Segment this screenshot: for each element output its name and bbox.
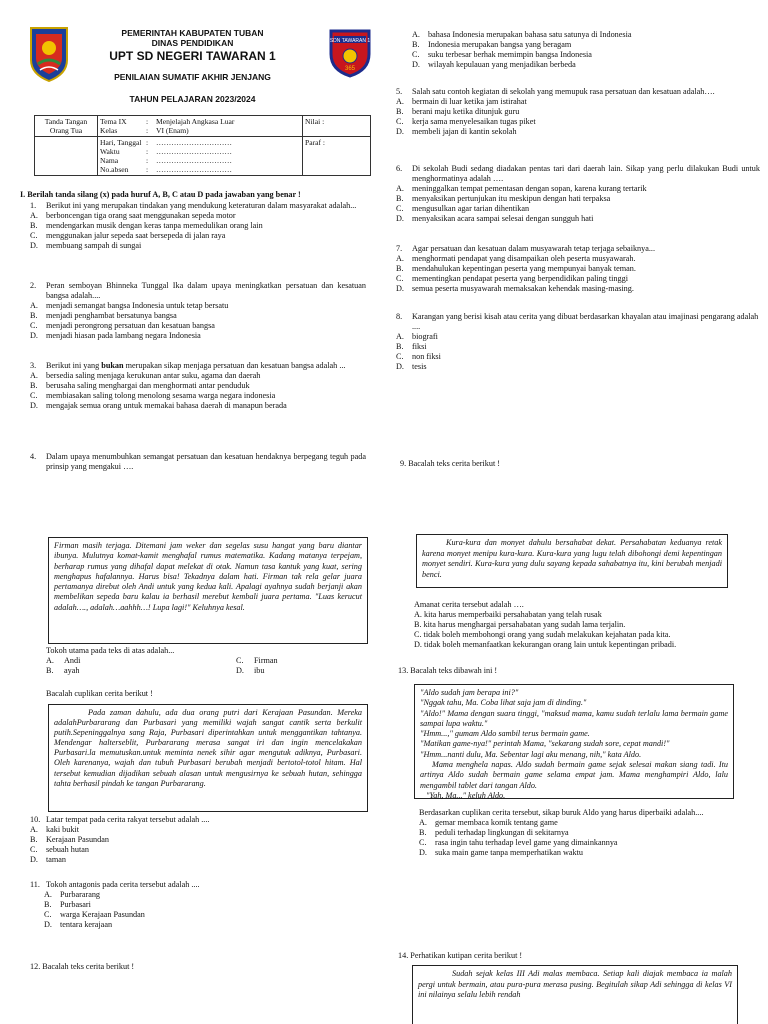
question-stem: Di sekolah Budi sedang diadakan pentas tari dari daerah lain. Sikap yang perlu dilakukan Budi untuk menghormatinya adalah …. [412, 164, 760, 183]
academic-year: TAHUN PELAJARAN 2023/2024 [129, 94, 256, 104]
question-6 [396, 164, 760, 224]
question-13b [419, 808, 764, 858]
option-letter: C. [236, 656, 244, 665]
option-text: menjadi perongrong persatuan dan kesatuan bangsa [46, 321, 215, 330]
option-text: menjadi hiasan pada lambang negara Indonesia [46, 331, 201, 340]
option-text: gemar membaca komik tentang game [435, 818, 558, 827]
parent-signature-label: Tanda Tangan Orang Tua [35, 116, 98, 137]
stem-emphasis: bukan [101, 361, 124, 370]
option-a[interactable] [396, 184, 760, 194]
option-letter: C. [396, 274, 404, 283]
story-firman [48, 537, 368, 644]
option-letter: B. [396, 264, 404, 273]
option-a[interactable] [30, 825, 366, 835]
option-a[interactable] [412, 30, 762, 40]
question-number: 5. [396, 87, 403, 96]
option-c[interactable] [236, 656, 366, 666]
option-text: menyaksikan pertunjukan itu meskipun dengan hati terpaksa [412, 194, 611, 203]
question-number: 1. [30, 201, 37, 210]
option-letter: A. [419, 818, 427, 827]
absence-number-label: No.absen [100, 165, 129, 174]
option-text: peduli terhadap lingkungan di sekitarnya [435, 828, 569, 837]
option-letter: D. [30, 241, 38, 250]
option-text: ayah [64, 666, 80, 675]
option-text: bersedia saling menjaga kerukunan antar suku, agama dan daerah [46, 371, 261, 380]
option-text: membuang sampah di sungai [46, 241, 142, 250]
option-letter: C. [412, 50, 420, 59]
question-number: 7. [396, 244, 403, 253]
dialog-line: "Matikan game-nya!" perintah Mama, "sekarang sudah sore, cepat mandi!" [420, 739, 670, 749]
option-letter: A. [30, 211, 38, 220]
question-stem: Dalam upaya menumbuhkan semangat persatuan dan kesatuan hendaknya berpegang teguh pada prinsip yang mengakui …. [46, 452, 366, 471]
story-adi [412, 965, 738, 1024]
option-d[interactable]: D. tidak boleh memanfaatkan kekurangan orang lain untuk kepentingan pribadi. [414, 640, 677, 649]
option-letter: B. [44, 900, 52, 909]
section-instruction: I. Berilah tanda silang (x) pada huruf A, B, C atau D pada jawaban yang benar ! [20, 190, 301, 199]
badge-number: 365 [344, 66, 356, 72]
option-letter: D. [396, 284, 404, 293]
dialog-line: "Aldo sudah jam berapa ini?" [420, 688, 519, 697]
option-c[interactable] [30, 321, 366, 331]
option-a[interactable] [30, 301, 366, 311]
option-letter: C. [30, 321, 38, 330]
option-letter: C. [30, 845, 38, 854]
question-stem: Tokoh utama pada teks di atas adalah... [46, 646, 175, 655]
option-letter: A. [396, 332, 404, 341]
dialog-line: "Nggak tahu, Ma. Coba lihat saja jam di dinding." [420, 698, 587, 708]
option-d[interactable] [44, 920, 366, 930]
option-text: ibu [254, 666, 265, 675]
option-text: tesis [412, 362, 427, 371]
question-number: 2. [30, 281, 37, 290]
excerpt-instruction: Bacalah cuplikan cerita berikut ! [46, 689, 153, 698]
question-4-options [412, 30, 762, 70]
option-text: menggunakan jalur sepeda saat bersepeda di jalan raya [46, 231, 226, 240]
score-field[interactable] [303, 116, 371, 137]
option-letter: A. [396, 97, 404, 106]
badge-text: SDN TAWARAN 1 [329, 38, 371, 44]
option-d[interactable] [412, 60, 762, 70]
question-4 [30, 452, 366, 472]
question-number: 8. [396, 312, 403, 321]
question-moral [414, 600, 764, 650]
absence-number-field[interactable]: ………………………… [156, 165, 232, 174]
parent-signature-field[interactable] [35, 137, 98, 176]
option-text: biografi [412, 332, 438, 341]
option-b[interactable] [30, 311, 366, 321]
stem-part: merupakan sikap menjaga persatuan dan kesatuan bangsa adalah ... [123, 361, 346, 370]
option-letter: B. [396, 194, 404, 203]
gov-header [95, 28, 290, 48]
option-text: mementingkan pendapat peserta yang berpendidikan paling tinggi [412, 274, 628, 283]
student-info-table [34, 115, 371, 176]
tuban-regency-logo [28, 26, 70, 82]
story-text: Firman masih terjaga. Ditemani jam weker dan segelas susu hangat yang baru diantar ibunya. Mulutnya komat-kamit menghafal rumus matematika. Kadang matanya terpejam, berharap rumus yang dihafal dapat melekat di otak. Namun tasa kantuk yang kuat, sering menghapus hafalannya. Harus bisa! Tekadnya dalam hati. Firman tak rela gelar juara pertamanya direbut oleh Andi untuk yang kedua kali. Apalagi ayahnya sudah berjanji akan membelikan sepeda baru kalau ia berhasil merebut kembali juara pertama. "Luas kerucut adalah…., adalah…aahhh…! Lupa lagi!" Keluhnya kesal. [54, 541, 362, 612]
option-c[interactable] [396, 204, 760, 214]
colon: : [146, 126, 149, 135]
option-text: warga Kerajaan Pasundan [60, 910, 145, 919]
option-letter: A. [396, 254, 404, 263]
dialog-line: "Hmm...nanti dulu, Ma. Sebentar lagi aku menang, nih," kata Aldo. [420, 749, 642, 759]
option-text: menyaksikan acara sampai selesai dengan sungguh hati [412, 214, 594, 223]
option-b[interactable] [412, 40, 762, 50]
option-text: menjadi penghambat bersatunya bangsa [46, 311, 177, 320]
option-text: sebuah hutan [46, 845, 89, 854]
option-letter: B. [412, 40, 420, 49]
option-letter: A. [46, 656, 54, 665]
option-a[interactable] [396, 97, 760, 107]
question-stem: Tokoh antagonis pada cerita tersebut adalah .... [46, 880, 200, 889]
option-d[interactable] [396, 127, 760, 137]
option-letter: C. [30, 391, 38, 400]
initial-field[interactable] [303, 137, 371, 176]
date-field[interactable]: ………………………… [156, 138, 232, 147]
option-letter: C. [396, 204, 404, 213]
question-main-character [46, 646, 366, 676]
option-d[interactable] [30, 401, 366, 411]
option-letter: B. [30, 311, 38, 320]
time-field[interactable]: ………………………… [156, 147, 232, 156]
option-b[interactable] [30, 221, 366, 231]
option-letter: D. [30, 331, 38, 340]
option-text: Indonesia merupakan bangsa yang beragam [428, 40, 572, 49]
school-badge-logo [328, 28, 372, 78]
story-kura-kura [416, 534, 728, 588]
option-letter: A. [44, 890, 52, 899]
option-text: Purbasari [60, 900, 91, 909]
option-b[interactable] [419, 828, 764, 838]
option-text: membeli jajan di kantin sekolah [412, 127, 517, 136]
option-b[interactable] [30, 381, 366, 391]
question-number: 10. [30, 815, 41, 824]
option-text: mendahulukan kepentingan peserta yang mempunyai banyak teman. [412, 264, 636, 273]
option-letter: A. [396, 184, 404, 193]
question-number: 4. [30, 452, 37, 461]
option-text: menjadi semangat bangsa Indonesia untuk tetap bersatu [46, 301, 229, 310]
option-c[interactable]: C. tidak boleh membohongi orang yang sudah melakukan kejahatan pada kita. [414, 630, 671, 639]
initial-label: Paraf : [305, 138, 326, 147]
question-14-label: 14. Perhatikan kutipan cerita berikut ! [398, 951, 523, 960]
option-d[interactable] [396, 214, 760, 224]
dialog-line: "Aldo!" Mama dengan suara tinggi, "maksud mama, kamu sudah terlalu lama bermain game sampai lupa waktu." [420, 708, 728, 728]
question-10 [30, 815, 366, 865]
option-text: taman [46, 855, 67, 864]
option-text: mendengarkan musik dengan keras tanpa memedulikan orang lain [46, 221, 263, 230]
theme-label: Tema IX [100, 117, 127, 126]
question-stem: Berikut ini yang merupakan tindakan yang mendukung keteraturan dalam masyarakat adalah... [46, 201, 357, 210]
score-label: Nilai : [305, 117, 325, 126]
question-number: 11. [30, 880, 40, 889]
option-c[interactable] [396, 274, 760, 284]
option-a[interactable] [44, 890, 366, 900]
option-a[interactable]: A. kita harus memperbaiki persahabatan yang telah rusak [414, 610, 602, 619]
option-text: mengajak semua orang untuk memakai bahasa daerah di manapun berada [46, 401, 287, 410]
option-text: menghormati pendapat yang disampaikan oleh peserta musyawarah. [412, 254, 636, 263]
option-letter: A. [30, 371, 38, 380]
option-text: meninggalkan tempat pementasan dengan sopan, karena kurang tertarik [412, 184, 647, 193]
story-text: Kura-kura dan monyet dahulu bersahabat dekat. Persahabatan keduanya retak karena monyet menipu kura-kura. Kura-kura yang lugu telah dibohongi demi kepentingan monyet sendiri. Kura-kura yang dulu sayang kepada sahabatnya itu, kini berubah menjadi benci. [422, 538, 722, 579]
option-a[interactable] [46, 656, 236, 666]
option-d[interactable] [30, 331, 366, 341]
question-13-label: 13. Bacalah teks dibawah ini ! [398, 666, 498, 675]
option-letter: A. [30, 825, 38, 834]
option-letter: D. [396, 214, 404, 223]
class-label: Kelas [100, 126, 118, 135]
option-text: non fiksi [412, 352, 441, 361]
option-letter: C. [44, 910, 52, 919]
option-c[interactable] [396, 117, 760, 127]
theme-value: Menjelajah Angkasa Luar [156, 117, 235, 126]
question-11 [30, 880, 366, 930]
option-letter: B. [46, 666, 54, 675]
option-letter: C. [396, 117, 404, 126]
option-text: berani maju ketika ditunjuk guru [412, 107, 520, 116]
option-letter: C. [396, 352, 404, 361]
question-stem: Agar persatuan dan kesatuan dalam musyawarah tetap terjaga sebaiknya... [412, 244, 656, 253]
option-a[interactable] [396, 332, 760, 342]
option-letter: D. [396, 362, 404, 371]
option-text: fiksi [412, 342, 427, 351]
option-text: berusaha saling menghargai dan menghormati antar penduduk [46, 381, 250, 390]
option-letter: B. [30, 381, 38, 390]
question-stem [46, 361, 366, 371]
story-text: Pada zaman dahulu, ada dua orang putri dari Kerajaan Pasundan. Mereka adalahPurbararang dan Purbasari yang memiliki wajah sangat cantik serta berkulit putih.Sepeninggalnya sang Raja, Purbasari diperintahkan untuk menggantikan tahtanya. Mendengar halterseblit, Purbararang merasa sangat iri dan ingin mencelakakan Purbasari.la memutuskan.untuk meminta nenek sihir agar mengutuk adiknya, Purbasari. Oleh karenanya, wajah dan tubuh Purbasari berubah menjadi bertotol-totol hitam. Hal tersebut kemudian dijadikan sebuah alasan untuk mengusirnya ke sebuah hutan, sehingga tahta berhasil pindah ke tangan Purbararang. [54, 708, 362, 788]
option-a[interactable] [30, 371, 366, 381]
option-b[interactable] [396, 107, 760, 117]
option-a[interactable] [396, 254, 760, 264]
colon: : [146, 138, 149, 147]
option-a[interactable] [30, 211, 366, 221]
option-text: bahasa Indonesia merupakan bahasa satu satunya di Indonesia [428, 30, 632, 39]
question-stem: Karangan yang berisi kisah atau cerita yang dibuat berdasarkan khayalan atau imajinasi pengarang adalah .... [412, 312, 759, 331]
option-b[interactable] [30, 835, 366, 845]
question-stem: Amanat cerita tersebut adalah …. [414, 600, 524, 609]
option-text: berboncengan tiga orang saat menggunakan sepeda motor [46, 211, 236, 220]
header-line1: PEMERINTAH KABUPATEN TUBAN [121, 28, 264, 38]
option-c[interactable] [30, 391, 366, 401]
question-12-label: 12. Bacalah teks cerita berikut ! [30, 962, 135, 971]
question-number: 6. [396, 164, 403, 173]
question-stem: Berdasarkan cuplikan cerita tersebut, sikap buruk Aldo yang harus diperbaiki adalah.... [419, 808, 704, 817]
dialog-line: "Hmm...," gumam Aldo sambil terus bermain game. [420, 729, 590, 739]
option-b[interactable] [396, 342, 760, 352]
option-text: mengusulkan agar tarian dihentikan [412, 204, 530, 213]
option-letter: B. [30, 835, 38, 844]
colon: : [146, 156, 149, 165]
question-stem: Peran semboyan Bhinneka Tunggal Ika dalam upaya meningkatkan persatuan dan kesatuan bangsa adalah.... [46, 281, 366, 300]
option-text: Firman [254, 656, 278, 665]
question-2 [30, 281, 366, 341]
option-text: suka main game tanpa memperhatikan waktu [435, 848, 584, 857]
question-1 [30, 201, 366, 251]
name-field[interactable]: ………………………… [156, 156, 232, 165]
option-a[interactable] [419, 818, 764, 828]
class-value: VI (Enam) [156, 126, 189, 135]
option-letter: C. [30, 231, 38, 240]
option-d[interactable] [30, 855, 366, 865]
date-label: Hari, Tanggal [100, 138, 142, 147]
option-letter: D. [412, 60, 420, 69]
question-9-label: 9. Bacalah teks cerita berikut ! [400, 459, 501, 468]
colon: : [146, 147, 149, 156]
option-c[interactable] [419, 838, 764, 848]
option-letter: B. [396, 342, 404, 351]
option-letter: A. [30, 301, 38, 310]
option-d[interactable] [419, 848, 764, 858]
option-text: kerja sama menyelesaikan tugas piket [412, 117, 536, 126]
option-b[interactable]: B. kita harus menghargai persahabatan yang sudah lama terjalin. [414, 620, 626, 629]
option-b[interactable] [46, 666, 236, 676]
option-text: membiasakan saling tolong menolong sesama warga negara indonesia [46, 391, 276, 400]
colon: : [146, 117, 149, 126]
option-letter: D. [44, 920, 52, 929]
question-3 [30, 361, 366, 411]
option-text: bermain di luar ketika jam istirahat [412, 97, 527, 106]
exam-title: PENILAIAN SUMATIF AKHIR JENJANG [114, 72, 271, 82]
option-b[interactable] [44, 900, 366, 910]
option-c[interactable] [412, 50, 762, 60]
option-letter: B. [396, 107, 404, 116]
story-purbasari [48, 704, 368, 812]
option-text: kaki bukit [46, 825, 79, 834]
question-5 [396, 87, 760, 137]
name-label: Nama [100, 156, 119, 165]
option-text: tentara kerajaan [60, 920, 113, 929]
header-line2: DINAS PENDIDIKAN [151, 38, 234, 48]
option-letter: C. [419, 838, 427, 847]
option-text: Purbararang [60, 890, 101, 899]
question-7 [396, 244, 760, 294]
dialog-line: "Yah, Ma..." keluh Aldo. [426, 790, 506, 800]
option-d[interactable] [30, 241, 366, 251]
option-text: Andi [64, 656, 81, 665]
stem-part: Berikut ini yang [46, 361, 102, 370]
question-8 [396, 312, 760, 372]
option-c[interactable] [396, 352, 760, 362]
option-c[interactable] [30, 845, 366, 855]
option-letter: D. [30, 855, 38, 864]
option-text: suku terbesar berhak memimpin bangsa Indonesia [428, 50, 592, 59]
option-d[interactable] [396, 284, 760, 294]
option-d[interactable] [396, 362, 760, 372]
option-text: semua peserta musyawarah memaksakan kehendak masing-masing. [412, 284, 634, 293]
option-b[interactable] [396, 264, 760, 274]
option-letter: D. [30, 401, 38, 410]
option-c[interactable] [44, 910, 366, 920]
question-number: 3. [30, 361, 37, 370]
story-aldo [414, 684, 734, 799]
dialog-line: Mama menghela napas. Aldo sudah bermain game sejak selesai makan siang tadi. Itu artinya Aldo sudah bermain game selama empat jam. Mama menghampiri Aldo, lalu mengambil tablet dari tangan Aldo. [420, 760, 728, 790]
option-b[interactable] [396, 194, 760, 204]
option-letter: A. [412, 30, 420, 39]
option-text: Kerajaan Pasundan [46, 835, 109, 844]
option-d[interactable] [236, 666, 366, 676]
option-letter: B. [30, 221, 38, 230]
option-letter: D. [419, 848, 427, 857]
school-name: UPT SD NEGERI TAWARAN 1 [109, 49, 276, 63]
option-letter: D. [236, 666, 244, 675]
time-label: Waktu [100, 147, 120, 156]
colon: : [146, 165, 149, 174]
option-letter: D. [396, 127, 404, 136]
option-letter: B. [419, 828, 427, 837]
story-text: Sudah sejak kelas III Adi malas membaca. Setiap kali diajak membaca ia malah pergi untuk bermain, atau pura-pura merasa pusing. Begitulah sikap Adi sehingga di kelas VI ini nilainya selalu lebih rendah [418, 969, 732, 1000]
question-stem: Latar tempat pada cerita rakyat tersebut adalah .... [46, 815, 210, 824]
option-text: rasa ingin tahu terhadap level game yang dimainkannya [435, 838, 618, 847]
option-text: wilayah kepulauan yang menjadikan berbeda [428, 60, 576, 69]
option-c[interactable] [30, 231, 366, 241]
question-stem: Salah satu contoh kegiatan di sekolah yang memupuk rasa persatuan dan kesatuan adalah…. [412, 87, 715, 96]
